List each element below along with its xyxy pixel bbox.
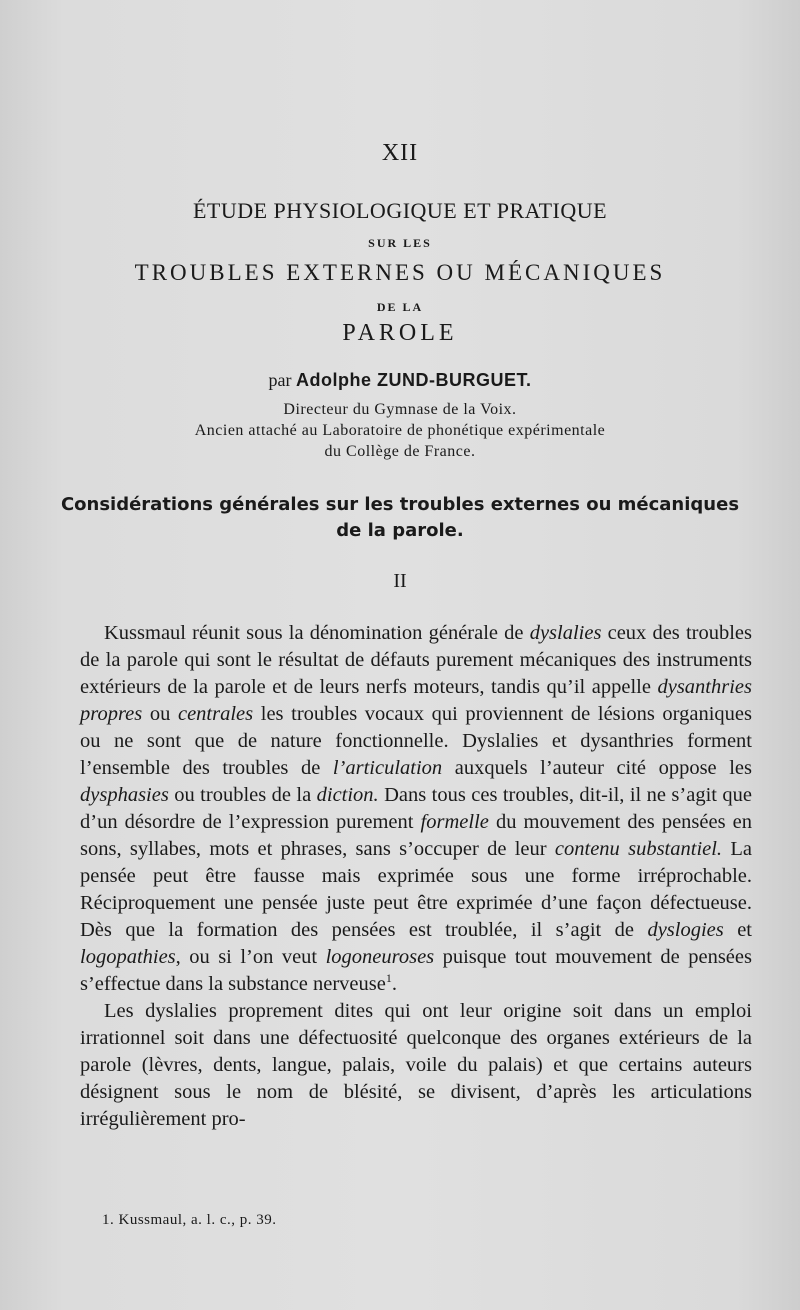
title-line-2: TROUBLES EXTERNES OU MÉCANIQUES: [134, 260, 666, 285]
italic-term: l’articulation: [332, 757, 443, 779]
author-name: Adolphe ZUND-BURGUET.: [296, 370, 532, 390]
affiliation-line: du Collège de France.: [324, 443, 476, 460]
text-run: puisque tout mouvement de pensées s’effectue dans la substance nerveuse: [80, 946, 752, 995]
paragraph-2: Les dyslalies proprement dites qui ont leur origine soit dans un emploi irrationnel soit dans une défectuosité quelconque des organes extérieurs de la parole (lèvres, dents, langue, palais, voile du palais) et que certains auteurs désignent sous le nom de blésité, se divisent, d’après les articulations irrégulièrement pro-: [80, 1000, 752, 1130]
text-run: Kussmaul réunit sous la dénomination générale de: [104, 622, 530, 644]
byline: [0, 370, 800, 391]
italic-term: diction.: [316, 784, 379, 806]
italic-term: logopathies: [80, 946, 176, 968]
footnote: 1. Kussmaul, a. l. c., p. 39.: [102, 1212, 277, 1228]
paragraph-1: [80, 620, 752, 998]
affiliation-line: Directeur du Gymnase de la Voix.: [283, 401, 517, 418]
footnote-marker: 1: [385, 971, 392, 986]
italic-term: centrales: [177, 703, 254, 725]
section-heading: [0, 492, 800, 544]
section-heading-line: Considérations générales sur les troubles externes ou mécaniques: [60, 494, 740, 515]
italic-term: dyslogies: [647, 919, 724, 941]
italic-term: formelle: [420, 811, 489, 833]
chapter-number: XII: [381, 140, 419, 166]
section-number: II: [393, 570, 407, 592]
title-connector-sur-les: SUR LES: [368, 236, 432, 250]
italic-term: dyslalies: [529, 622, 602, 644]
text-run: , ou si l’on veut: [175, 946, 326, 968]
title-line-3: PAROLE: [342, 320, 458, 346]
text-run: du mouvement des pensées en sons, syllabes, mots et phrases, sans s’occuper de leur: [80, 811, 753, 860]
text-run: ou troubles de la: [168, 784, 317, 806]
italic-term: contenu substantiel.: [554, 838, 723, 860]
text-run: Dans tous ces troubles, dit-il, il ne s’agit que d’un désordre de l’expression purement: [80, 784, 752, 833]
italic-term: logoneuroses: [325, 946, 435, 968]
italic-term: dysphasies: [80, 784, 169, 806]
text-run: les troubles vocaux qui proviennent de lésions organiques ou ne sont que de nature fonctionnelle. Dyslalies et dysanthries forment l’ensemble des troubles de: [80, 703, 753, 779]
affiliation-line: Ancien attaché au Laboratoire de phonétique expérimentale: [194, 422, 606, 439]
text-run: et: [723, 919, 752, 941]
text-run: ou: [142, 703, 178, 725]
body-text: [80, 620, 752, 1133]
text-run: auxquels l’auteur cité oppose les: [442, 757, 752, 779]
section-heading-line: de la parole.: [336, 520, 464, 541]
text-run: ceux des troubles de la parole qui sont le résultat de défauts purement mécaniques des instruments extérieurs de la parole et de leurs nerfs moteurs, tandis qu’il appelle: [80, 622, 752, 698]
italic-term: dysanthries propres: [80, 676, 752, 725]
byline-par: par: [268, 370, 296, 390]
text-run: La pensée peut être fausse mais exprimée sous une forme irréprochable. Réciproquement une pensée juste peut être exprimée d’une façon défectueuse. Dès que la formation des pensées est troublée, il s’agit de: [80, 838, 752, 941]
title-connector-de-la: DE LA: [376, 300, 424, 314]
title-line-1: ÉTUDE PHYSIOLOGIQUE ET PRATIQUE: [192, 198, 608, 223]
text-run: .: [391, 973, 397, 995]
